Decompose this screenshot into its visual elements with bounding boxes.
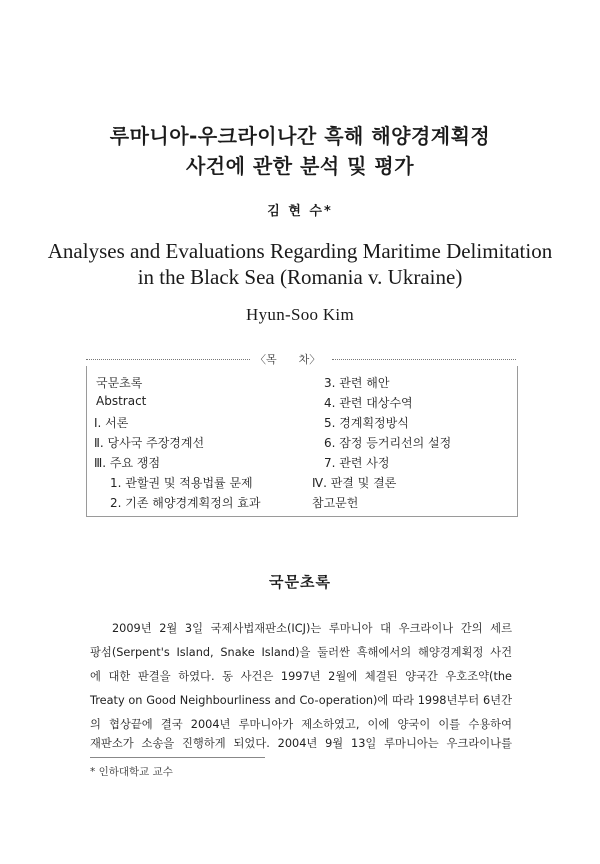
- author-korean: 김 현 수*: [267, 204, 333, 219]
- abstract-line: 2009년 2월 3일 국제사법재판소(ICJ)는 루마니아 대 우크라이나 간의 세르: [112, 622, 512, 635]
- toc-item[interactable]: 3. 관련 해안: [324, 376, 390, 390]
- toc-item[interactable]: Ⅰ. 서론: [94, 416, 129, 430]
- toc-heading: 〈목 차〉: [255, 353, 321, 366]
- title-korean-line1: 루마니아-우크라이나간 흑해 해양경계획정: [109, 124, 491, 148]
- toc-item[interactable]: 4. 관련 대상수역: [324, 396, 413, 410]
- toc-item[interactable]: Ⅱ. 당사국 주장경계선: [94, 436, 205, 450]
- toc-item[interactable]: Ⅲ. 주요 쟁점: [94, 456, 161, 470]
- toc-item[interactable]: 2. 기존 해양경계획정의 효과: [110, 496, 261, 510]
- title-korean-line2: 사건에 관한 분석 및 평가: [185, 154, 415, 178]
- toc-item[interactable]: 7. 관련 사정: [324, 456, 390, 470]
- footnote-divider: [90, 757, 265, 758]
- title-english-line2: in the Black Sea (Romania v. Ukraine): [137, 265, 463, 289]
- toc-item[interactable]: 국문초록: [96, 376, 143, 390]
- toc-divider-left: [86, 359, 250, 360]
- abstract-heading: 국문초록: [269, 573, 331, 591]
- toc-item[interactable]: 참고문헌: [312, 496, 359, 510]
- footnote: * 인하대학교 교수: [90, 766, 173, 778]
- abstract-line: 재판소가 소송을 진행하게 되었다. 2004년 9월 13일 루마니아는 우크라이나를: [90, 737, 512, 750]
- toc-item[interactable]: 5. 경계획정방식: [324, 416, 409, 430]
- toc-item[interactable]: Abstract: [96, 394, 147, 408]
- abstract-line: Treaty on Good Neighbourliness and Co-operation)에 따라 1998년부터 6년간: [90, 694, 512, 707]
- abstract-line: 팡섬(Serpent's Island, Snake Island)을 둘러싼 흑해에서의 해양경계획정 사건: [90, 646, 512, 659]
- toc-divider-right: [332, 359, 516, 360]
- author-english: Hyun-Soo Kim: [246, 305, 354, 324]
- abstract-line: 의 협상끝에 결국 2004년 루마니아가 제소하였고, 이에 양국이 이를 수용하여: [90, 718, 512, 731]
- toc-item[interactable]: 1. 관할권 및 적용법률 문제: [110, 476, 253, 490]
- toc-item[interactable]: 6. 잠정 등거리선의 설정: [324, 436, 452, 450]
- toc-item[interactable]: Ⅳ. 판결 및 결론: [312, 476, 397, 490]
- title-english-line1: Analyses and Evaluations Regarding Maritime Delimitation: [47, 239, 553, 263]
- abstract-line: 에 대한 판결을 하였다. 동 사건은 1997년 2월에 체결된 양국간 우호조약(the: [90, 670, 512, 683]
